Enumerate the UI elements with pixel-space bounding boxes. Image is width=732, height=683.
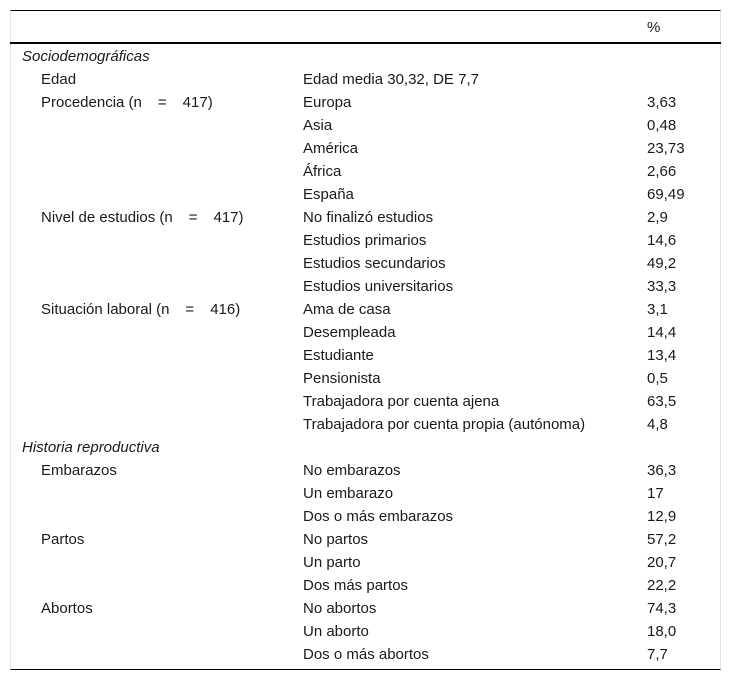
category-label: Asia (303, 117, 333, 134)
category-label: España (303, 186, 354, 203)
table-row (0, 68, 732, 91)
section-row (0, 436, 732, 459)
category-label: Dos más partos (303, 577, 409, 594)
percent-value: 14,4 (647, 324, 677, 341)
table-row (0, 482, 732, 505)
table-row (0, 344, 732, 367)
table-row (0, 137, 732, 160)
category-label: No finalizó estudios (303, 209, 434, 226)
category-label: Europa (303, 94, 352, 111)
percent-value: 3,1 (647, 301, 668, 318)
percent-value: 23,73 (647, 140, 685, 157)
header-percent: % (647, 19, 661, 36)
percent-value: 22,2 (647, 577, 677, 594)
table-row (0, 275, 732, 298)
percent-value: 2,66 (647, 163, 677, 180)
table-row (0, 551, 732, 574)
category-label: Estudios secundarios (303, 255, 446, 272)
percent-value: 0,48 (647, 117, 677, 134)
percent-value: 69,49 (647, 186, 685, 203)
category-label: África (303, 163, 342, 180)
category-label: Un parto (303, 554, 361, 571)
category-label: No partos (303, 531, 369, 548)
table-row (0, 459, 732, 482)
percent-value: 3,63 (647, 94, 677, 111)
percent-value: 18,0 (647, 623, 677, 640)
category-label: No abortos (303, 600, 377, 617)
category-label: No embarazos (303, 462, 401, 479)
category-label: América (303, 140, 359, 157)
table-row (0, 206, 732, 229)
percent-value: 63,5 (647, 393, 677, 410)
table-row (0, 574, 732, 597)
table-row (0, 114, 732, 137)
section-title: Historia reproductiva (22, 439, 160, 456)
group-label: Situación laboral (n = 416) (41, 301, 241, 318)
category-label: Ama de casa (303, 301, 391, 318)
percent-value: 2,9 (647, 209, 668, 226)
table-row (0, 160, 732, 183)
table-row (0, 321, 732, 344)
group-label: Procedencia (n = 417) (41, 94, 213, 111)
table-row (0, 367, 732, 390)
percent-value: 74,3 (647, 600, 677, 617)
percent-value: 17 (647, 485, 664, 502)
percent-value: 14,6 (647, 232, 677, 249)
table-row (0, 390, 732, 413)
percent-value: 57,2 (647, 531, 677, 548)
section-title: Sociodemográficas (22, 48, 150, 65)
table-row (0, 413, 732, 436)
header-rule (10, 42, 721, 44)
category-label: Trabajadora por cuenta propia (autónoma) (303, 416, 586, 433)
percent-value: 4,8 (647, 416, 668, 433)
percent-value: 7,7 (647, 646, 668, 663)
table-row (0, 505, 732, 528)
table-row (0, 597, 732, 620)
percent-value: 33,3 (647, 278, 677, 295)
category-label: Dos o más embarazos (303, 508, 454, 525)
table-row (0, 298, 732, 321)
category-label: Desempleada (303, 324, 396, 341)
group-label: Abortos (41, 600, 93, 617)
group-label: Edad (41, 71, 77, 88)
category-label: Estudios universitarios (303, 278, 454, 295)
category-label: Trabajadora por cuenta ajena (303, 393, 500, 410)
group-label: Nivel de estudios (n = 417) (41, 209, 244, 226)
group-label: Embarazos (41, 462, 117, 479)
group-label: Partos (41, 531, 85, 548)
percent-value: 12,9 (647, 508, 677, 525)
percent-value: 13,4 (647, 347, 677, 364)
section-row (0, 45, 732, 68)
table-row (0, 252, 732, 275)
category-label: Un embarazo (303, 485, 394, 502)
percent-value: 20,7 (647, 554, 677, 571)
category-label: Estudios primarios (303, 232, 427, 249)
table-row (0, 643, 732, 666)
table-row (0, 528, 732, 551)
table-row (0, 91, 732, 114)
category-label: Dos o más abortos (303, 646, 429, 663)
percent-value: 36,3 (647, 462, 677, 479)
percent-value: 0,5 (647, 370, 668, 387)
table-row (0, 183, 732, 206)
category-label: Edad media 30,32, DE 7,7 (303, 71, 479, 88)
percent-value: 49,2 (647, 255, 677, 272)
table-row (0, 229, 732, 252)
category-label: Pensionista (303, 370, 381, 387)
category-label: Un aborto (303, 623, 369, 640)
category-label: Estudiante (303, 347, 374, 364)
table-row (0, 620, 732, 643)
